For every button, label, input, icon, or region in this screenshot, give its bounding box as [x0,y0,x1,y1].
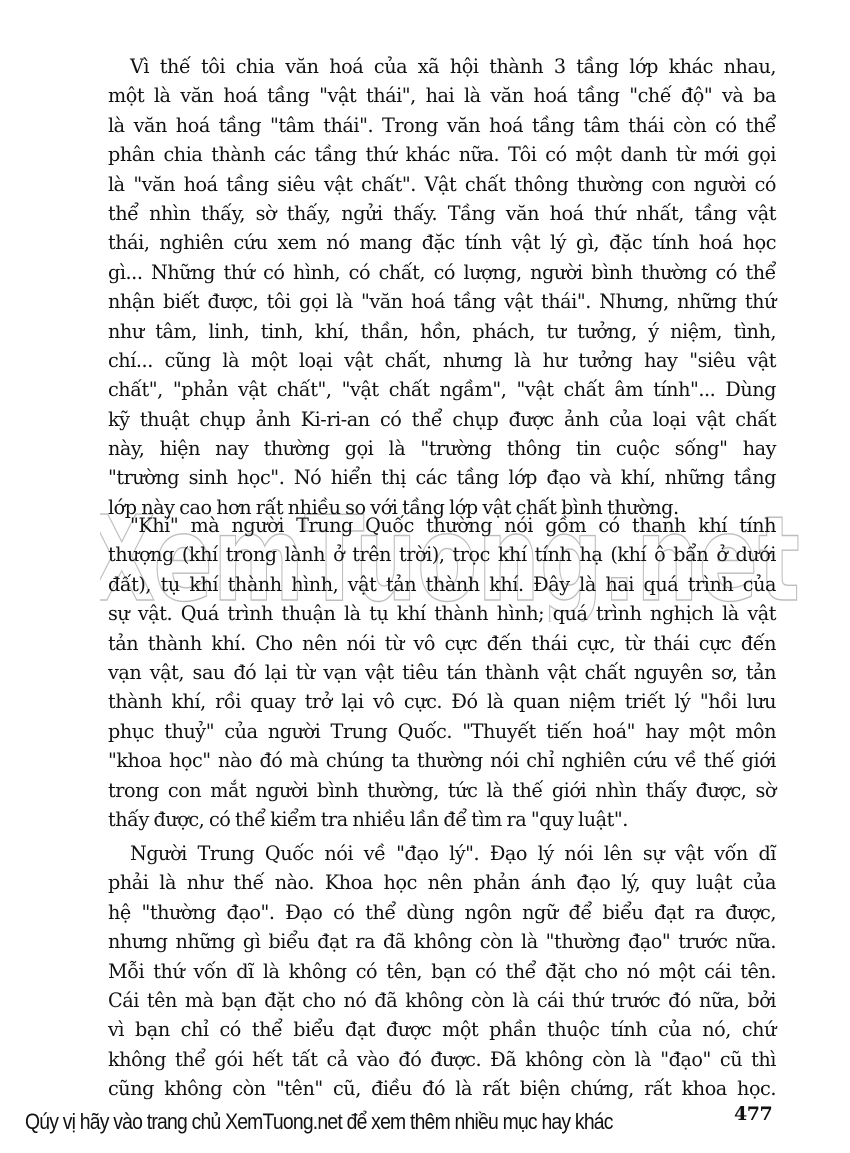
text-line: gì... Những thứ có hình, có chất, có lượng, người bình thường có thể [108,260,776,284]
text-line: vạn vật, sau đó lại từ vạn vật tiêu tán thành vật chất nguyên sơ, tản [108,660,776,684]
text-line: "Khí" mà người Trung Quốc thường nói gồm có thanh khí tính [130,514,776,537]
paragraph [108,839,776,1104]
text-line: trong con mắt người bình thường, tức là thế giới nhìn thấy được, sờ [108,778,776,802]
text-line: chất", "phản vật chất", "vật chất ngầm", "vật chất âm tính"... Dùng [108,378,776,402]
text-line: nhưng những gì biểu đạt ra đã không còn là "thường đạo" trước nữa. [108,930,776,954]
text-line: Vì thế tôi chia văn hoá của xã hội thành 3 tầng lớp khác nhau, [130,55,776,78]
text-line: thượng (khí trong lành ở trên trời), trọc khí tính hạ (khí ô bẩn ở dưới [108,543,776,567]
text-line: "trường sinh học". Nó hiển thị các tầng lớp đạo và khí, những tầng [108,466,776,490]
text-line: hệ "thường đạo". Đạo có thể dùng ngôn ngữ để biểu đạt ra được, [108,900,776,924]
text-line: thể nhìn thấy, sờ thấy, ngửi thấy. Tầng văn hoá thứ nhất, tầng vật [108,201,776,225]
paragraph [108,511,776,834]
text-line: này, hiện nay thường gọi là "trường thông tin cuộc sống" hay [108,437,776,461]
text-line: phục thuỷ" của người Trung Quốc. "Thuyết tiến hoá" hay một môn [108,719,776,743]
text-line: sự vật. Quá trình thuận là tụ khí thành hình; quá trình nghịch là vật [108,602,776,626]
text-line: lớp này cao hơn rất nhiều so với tầng lớp vật chất bình thường. [108,495,679,519]
text-line: nhận biết được, tôi gọi là "văn hoá tầng vật thái". Nhưng, những thứ [108,290,776,314]
text-line: đất), tụ khí thành hình, vật tản thành khí. Đây là hai quá trình của [108,572,776,596]
text-line: Người Trung Quốc nói về "đạo lý". Đạo lý nói lên sự vật vốn dĩ [130,842,776,865]
text-line: một là văn hoá tầng "vật thái", hai là văn hoá tầng "chế độ" và ba [108,84,776,108]
text-line: kỹ thuật chụp ảnh Ki-ri-an có thể chụp được ảnh của loại vật chất [108,407,776,431]
text-line: là văn hoá tầng "tâm thái". Trong văn hoá tầng tâm thái còn có thể [108,113,776,137]
text-line: cũng không còn "tên" cũ, điều đó là rất biện chứng, rất khoa học. [108,1077,776,1101]
text-line: Mỗi thứ vốn dĩ là không có tên, bạn có thể đặt cho nó một cái tên. [108,959,776,983]
text-line: "khoa học" nào đó mà chúng ta thường nói chỉ nghiên cứu về thế giới [108,749,776,773]
text-line: thành khí, rồi quay trở lại vô cực. Đó là quan niệm triết lý "hồi lưu [108,690,776,714]
text-line: tản thành khí. Cho nên nói từ vô cực đến thái cực, từ thái cực đến [108,631,776,655]
text-line: như tâm, linh, tinh, khí, thần, hồn, phách, tư tưởng, ý niệm, tình, [108,319,776,343]
text-line: chí... cũng là một loại vật chất, nhưng là hư tưởng hay "siêu vật [108,348,776,372]
watermark-text: XemTuong.net [100,490,800,622]
text-line: phải là như thế nào. Khoa học nên phản ánh đạo lý, quy luật của [108,871,776,895]
paragraph [108,52,776,522]
text-line: thái, nghiên cứu xem nó mang đặc tính vật lý gì, đặc tính hoá học [108,231,776,255]
page-number: 477 [734,1103,773,1125]
text-line: không thể gói hết tất cả vào đó được. Đã không còn là "đạo" cũ thì [108,1047,776,1071]
text-line: Cái tên mà bạn đặt cho nó đã không còn là cái thứ trước đó nữa, bởi [108,988,776,1012]
text-line: là "văn hoá tầng siêu vật chất". Vật chất thông thường con người có [108,172,776,196]
text-line: thấy được, có thể kiểm tra nhiều lần để tìm ra "quy luật". [108,807,628,831]
text-line: vì bạn chỉ có thể biểu đạt được một phần thuộc tính của nó, chứ [108,1018,776,1042]
footer-promo-text: Qúy vị hãy vào trang chủ XemTuong.net để xem thêm nhiều mục hay khác [25,1109,613,1134]
text-line: phân chia thành các tầng thứ khác nữa. Tôi có một danh từ mới gọi [108,143,776,167]
